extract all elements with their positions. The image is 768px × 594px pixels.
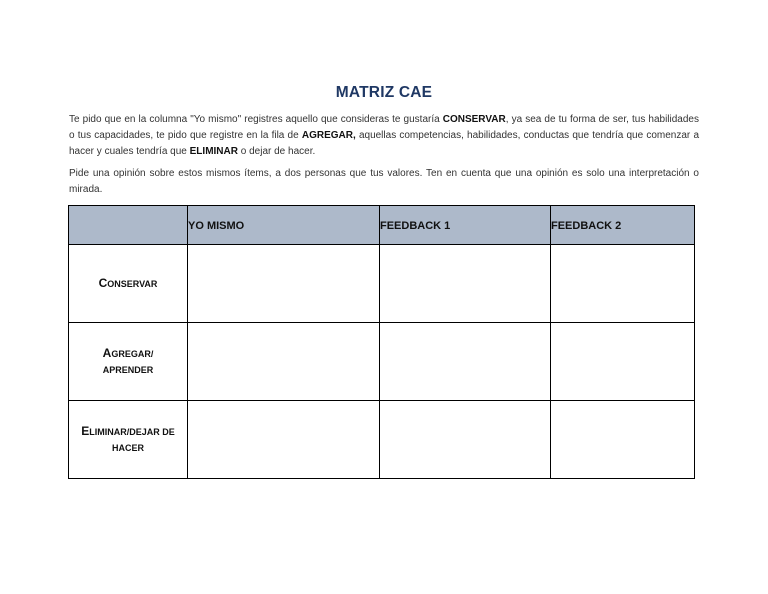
table-row-eliminar <box>69 401 695 479</box>
table-row-conservar <box>69 245 695 323</box>
cell-eliminar-feedback-1[interactable] <box>380 401 551 479</box>
row-label-eliminar: ELIMINAR/DEJAR DE HACER <box>69 401 188 479</box>
header-feedback-1: FEEDBACK 1 <box>380 206 551 245</box>
row-label-agregar: AGREGAR/ APRENDER <box>69 323 188 401</box>
table-row-agregar <box>69 323 695 401</box>
table-header-row <box>69 206 695 245</box>
cell-eliminar-feedback-2[interactable] <box>551 401 695 479</box>
header-yo-mismo: YO MISMO <box>188 206 380 245</box>
keyword-conservar: CONSERVAR <box>442 114 506 125</box>
instructions-paragraph-1 <box>69 112 699 160</box>
instructions-paragraph-2: Pide una opinión sobre estos mismos ítems, a dos personas que tus valores. Ten en cuenta que una opinión es solo una interpretación o mirada. <box>69 168 699 195</box>
cell-agregar-feedback-1[interactable] <box>380 323 551 401</box>
row-label-conservar: CONSERVAR <box>69 245 188 323</box>
cell-conservar-yo-mismo[interactable] <box>188 245 380 323</box>
cell-conservar-feedback-2[interactable] <box>551 245 695 323</box>
keyword-agregar: AGREGAR, <box>301 130 356 141</box>
header-feedback-2: FEEDBACK 2 <box>551 206 695 245</box>
paragraph-text: Te pido que en la columna "Yo mismo" registres aquello que consideras te gustaría <box>69 114 443 125</box>
cell-agregar-yo-mismo[interactable] <box>188 323 380 401</box>
paragraph-text: , ya sea de tu forma de ser, tus habilidades o tus capacidades, te pido que registre en la fila de <box>69 114 699 141</box>
cell-agregar-feedback-2[interactable] <box>551 323 695 401</box>
header-cell-empty <box>69 206 188 245</box>
paragraph-text: aquellas competencias, habilidades, conductas que tendría que comenzar a hacer y cuales tendría que <box>69 130 700 157</box>
cell-conservar-feedback-1[interactable] <box>380 245 551 323</box>
keyword-eliminar: ELIMINAR <box>189 146 238 157</box>
cell-eliminar-yo-mismo[interactable] <box>188 401 380 479</box>
paragraph-text: o dejar de hacer. <box>237 146 316 157</box>
cae-matrix-table <box>68 205 695 479</box>
document-title: MATRIZ CAE <box>335 84 433 101</box>
